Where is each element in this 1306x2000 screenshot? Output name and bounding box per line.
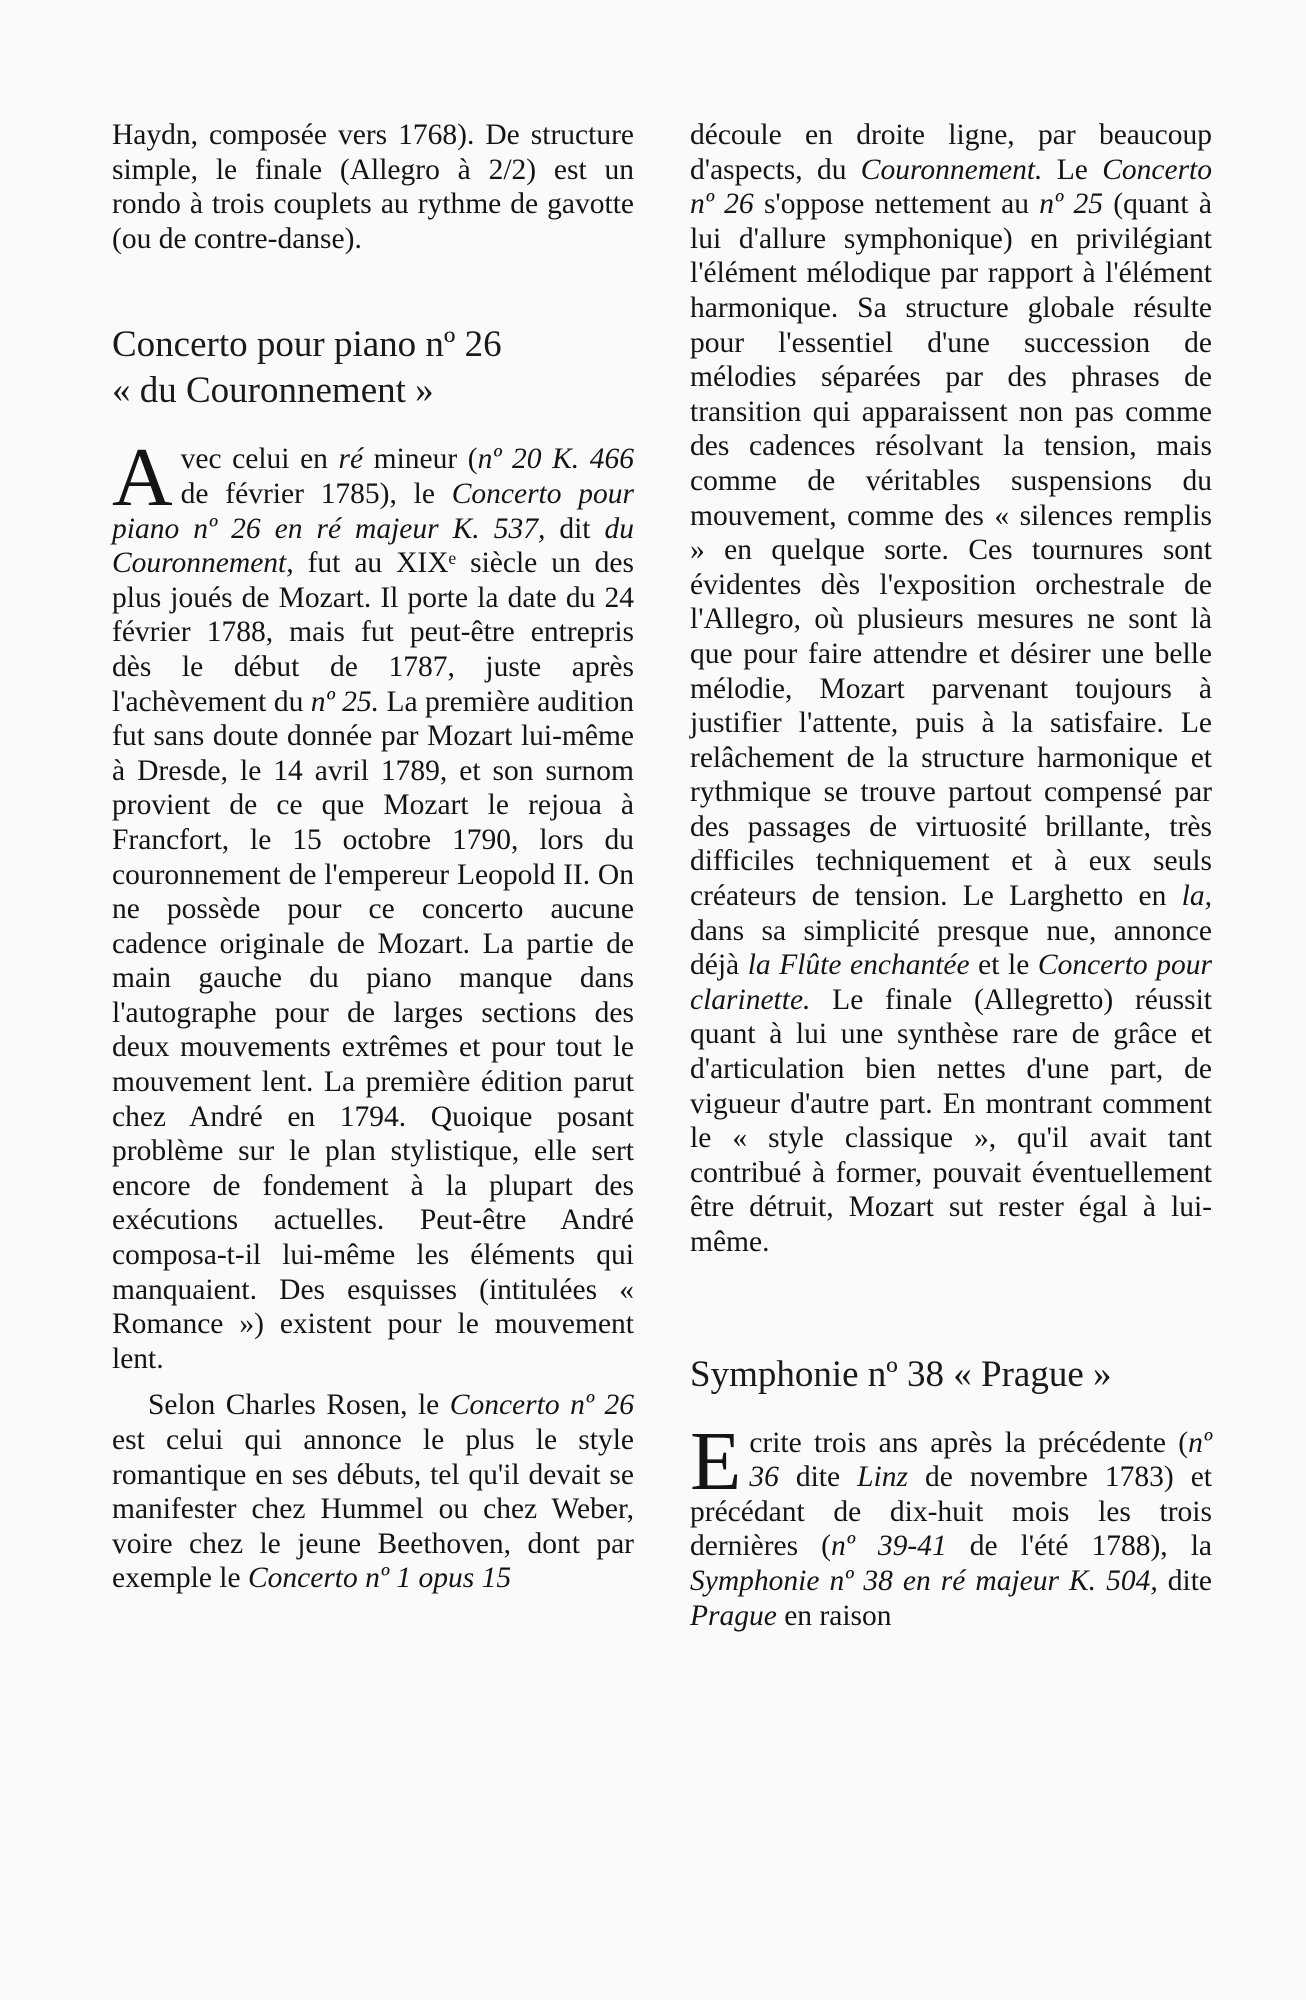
italic-run: la Flûte enchantée (747, 949, 970, 982)
italic-run: Symphonie nº 38 en ré majeur K. 504, (690, 1564, 1158, 1597)
text-run: (quant à lui d'allure symphonique) en privilégiant l'élément mélodique par rapport à l'élément harmonique. Sa structure globale résulte pour l'essentiel d'une succession de mélodies séparées par des phrases de transition qui apparaissent non pas comme des cadences résolvant la tension, mais comme de véritables suspensions du mouvement, comme des « silences remplis » en quelque sorte. Ces tournures sont évidentes dès l'exposition orchestrale de l'Allegro, où plusieurs mesures ne sont là que pour faire attendre et désirer une belle mélodie, Mozart parvenant toujours à justifier l'attente, puis à la satisfaire. Le relâchement de la structure harmonique et rythmique se trouve partout compensé par des passages de virtuosité brillante, très difficiles techniquement et à eux seuls créateurs de tension. Le Larghetto en (690, 188, 1212, 913)
symphonie-paragraph-1 (690, 1414, 1212, 1634)
italic-run: Couronnement. (860, 153, 1043, 186)
italic-run: Linz (857, 1461, 908, 1494)
concerto-paragraph-3 (690, 118, 1212, 1260)
text-run: dite (1157, 1564, 1212, 1597)
intro-paragraph: Haydn, composée vers 1768). De structure simple, le finale (Allegro à 2/2) est un rondo à trois couplets au rythme de gavotte (ou de contre-danse). (112, 119, 634, 255)
text-run: dit (545, 512, 605, 545)
text-run: La première audition fut sans doute donnée par Mozart lui-même à Dresde, le 14 avril 1789, et son surnom provient de ce que Mozart le rejoua à Francfort, le 15 octobre 1790, lors du couronnement de l'empereur Leopold II. On ne possède pour ce concerto aucune cadence originale de Mozart. La partie de main gauche du piano manque dans l'autographe pour de larges sections des deux mouvements extrêmes et pour tout le mouvement lent. La première édition parut chez André en 1794. Quoique posant problème sur le plan stylistique, elle sert encore de fondement à la plupart des exécutions actuelles. Peut-être André composa-t-il lui-même les éléments qui manquaient. Des esquisses (intitulées « Romance ») existent pour le mouvement lent. (112, 685, 634, 1375)
italic-run: Concerto pour piano nº 26 en ré majeur K. 537, (112, 477, 634, 545)
italic-run: du Couronnement, (112, 512, 634, 580)
italic-run: Concerto nº 1 opus 15 (247, 1562, 512, 1595)
text-run: de février 1785), le (180, 477, 452, 510)
italic-run: nº 25 (1039, 188, 1103, 221)
spacer (690, 1260, 1212, 1352)
text-run: de l'été 1788), la (946, 1530, 1212, 1563)
heading-line-1: Concerto pour piano nº 26 (112, 324, 502, 366)
text-run: dans sa simplicité presque nue, annonce déjà (690, 914, 1212, 982)
italic-run: Concerto nº 26 (690, 153, 1212, 221)
italic-run: nº 39-41 (830, 1530, 947, 1563)
drop-cap: E (690, 1414, 742, 1508)
text-run: fut au XIXᵉ siècle un des plus joués de Mozart. Il porte la date du 24 février 1788, mais fut peut-être entrepris dès le début de 1787, juste après l'achèvement du (112, 547, 634, 718)
spacer (112, 256, 634, 322)
italic-run: Concerto nº 26 (449, 1389, 634, 1422)
text-run: Selon Charles Rosen, le (148, 1389, 450, 1422)
text-run: découle en droite ligne, par beaucoup d'aspects, du (690, 119, 1212, 186)
text-run: Le finale (Allegretto) réussit quant à lui une synthèse rare de grâce et d'articulation bien nettes d'une part, de vigueur d'autre part. En montrant comment le « style classique », qu'il avait tant contribué à former, pouvait éventuellement être détruit, Mozart sut rester égal à lui-même. (690, 983, 1212, 1258)
italic-run: nº 20 K. 466 (477, 443, 634, 476)
section-heading-concerto-26 (112, 322, 634, 414)
spacer (690, 1398, 1212, 1426)
heading-line-2: « du Couronnement » (112, 370, 434, 412)
text-run: de novembre 1783) et précédant de dix-huit mois les trois dernières ( (690, 1461, 1212, 1563)
left-column (112, 118, 634, 1596)
text-run: Le (1042, 153, 1103, 186)
text-run: mineur ( (363, 443, 478, 476)
italic-run: Concerto pour clarinette. (690, 949, 1212, 1016)
right-column (690, 118, 1212, 1633)
text-run: s'oppose nettement au (753, 188, 1040, 221)
drop-cap: A (112, 431, 173, 525)
spacer (112, 414, 634, 442)
text-run: dite (778, 1461, 858, 1494)
concerto-paragraph-2 (112, 1388, 634, 1596)
text-run: et le (969, 949, 1038, 982)
italic-run: nº 36 (749, 1426, 1212, 1494)
italic-run: Prague (690, 1599, 777, 1632)
italic-run: ré (338, 443, 364, 476)
italic-run: la, (1181, 880, 1212, 913)
text-run: vec celui en (180, 443, 339, 476)
text-run: en raison (776, 1599, 892, 1632)
text-run: crite trois ans après la précédente ( (749, 1426, 1189, 1459)
concerto-paragraph-1 (112, 431, 634, 1376)
italic-run: nº 25. (310, 685, 380, 718)
section-heading-symphonie-38: Symphonie nº 38 « Prague » (690, 1353, 1112, 1395)
text-run: est celui qui annonce le plus le style romantique en ses débuts, tel qu'il devait se manifester chez Hummel ou chez Weber, voire chez le jeune Beethoven, dont par exemple le (112, 1424, 634, 1595)
